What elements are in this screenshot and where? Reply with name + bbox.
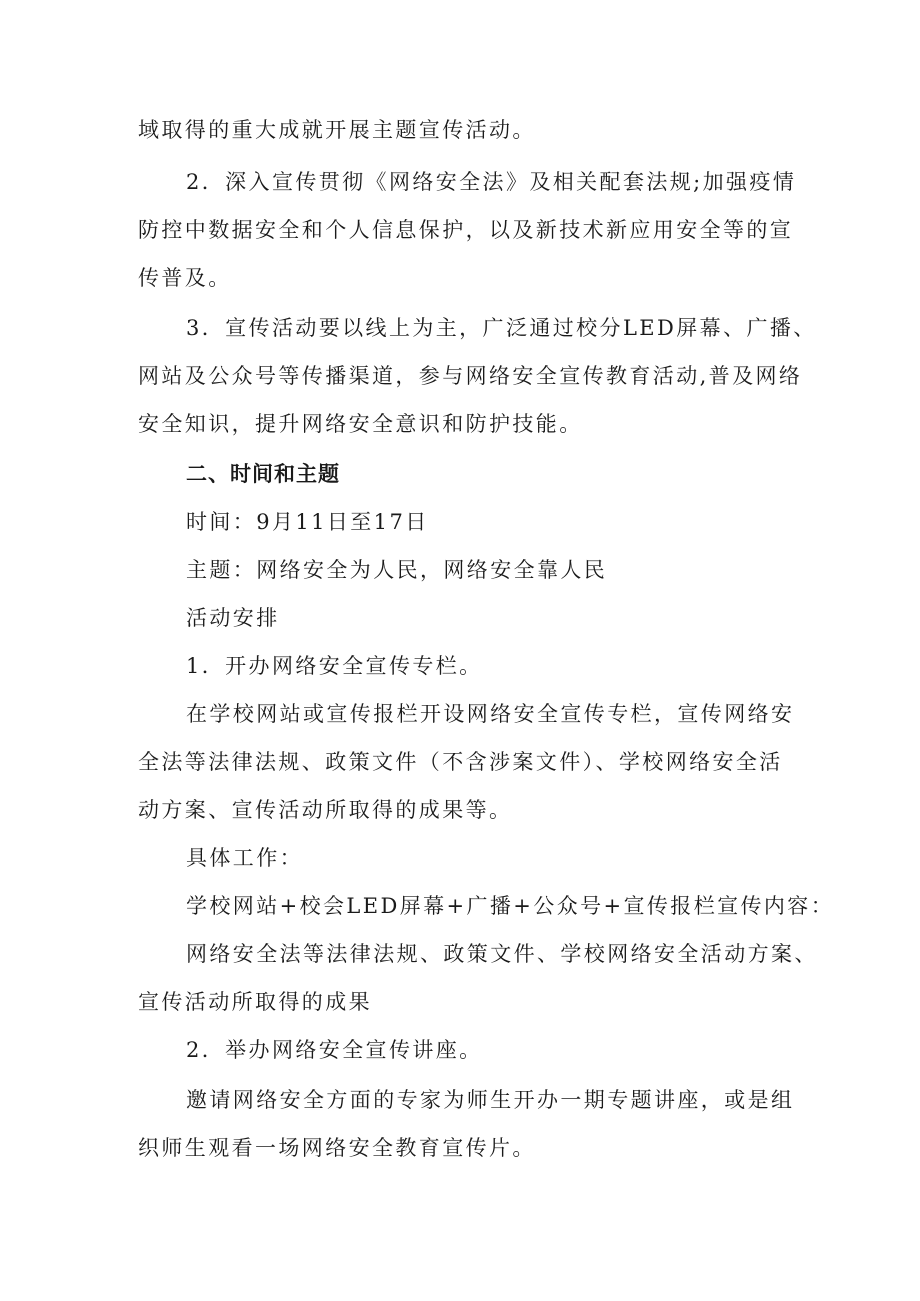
paragraph-line: 防控中数据安全和个人信息保护，以及新技术新应用安全等的宣 (138, 218, 794, 242)
paragraph-line: 学校网站+校会LED屏幕+广播+公众号+宣传报栏宣传内容： (186, 894, 835, 918)
paragraph-line: 网站及公众号等传播渠道，参与网络安全宣传教育活动,普及网络 (138, 364, 803, 388)
paragraph-line: 在学校网站或宣传报栏开设网络安全宣传专栏，宣传网络安 (186, 702, 795, 726)
section-heading: 二、时间和主题 (186, 462, 340, 486)
list-item-1: 1．开办网络安全宣传专栏。 (186, 654, 483, 678)
paragraph-line: 动方案、宣传活动所取得的成果等。 (138, 798, 513, 822)
paragraph-line: 宣传活动所取得的成果 (138, 990, 372, 1014)
paragraph-line: 安全知识，提升网络安全意识和防护技能。 (138, 412, 583, 436)
paragraph-line: 全法等法律法规、政策文件（不含涉案文件）、学校网络安全活 (138, 750, 783, 774)
paragraph-line: 织师生观看一场网络安全教育宣传片。 (138, 1136, 536, 1160)
subheading-work: 具体工作： (186, 846, 303, 870)
theme-line: 主题：网络安全为人民，网络安全靠人民 (186, 558, 608, 582)
list-item-3: 3．宣传活动要以线上为主，广泛通过校分LED屏幕、广播、 (186, 316, 817, 340)
list-item-2b: 2．举办网络安全宣传讲座。 (186, 1038, 483, 1062)
time-line: 时间：9月11日至17日 (186, 510, 429, 534)
subheading-activity: 活动安排 (186, 606, 280, 630)
paragraph-line: 网络安全法等法律法规、政策文件、学校网络安全活动方案、 (186, 942, 818, 966)
paragraph-line: 邀请网络安全方面的专家为师生开办一期专题讲座，或是组 (186, 1088, 795, 1112)
paragraph-line: 域取得的重大成就开展主题宣传活动。 (138, 118, 536, 142)
list-item-2: 2．深入宣传贯彻《网络安全法》及相关配套法规;加强疫情 (186, 170, 797, 194)
paragraph-line: 传普及。 (138, 266, 232, 290)
